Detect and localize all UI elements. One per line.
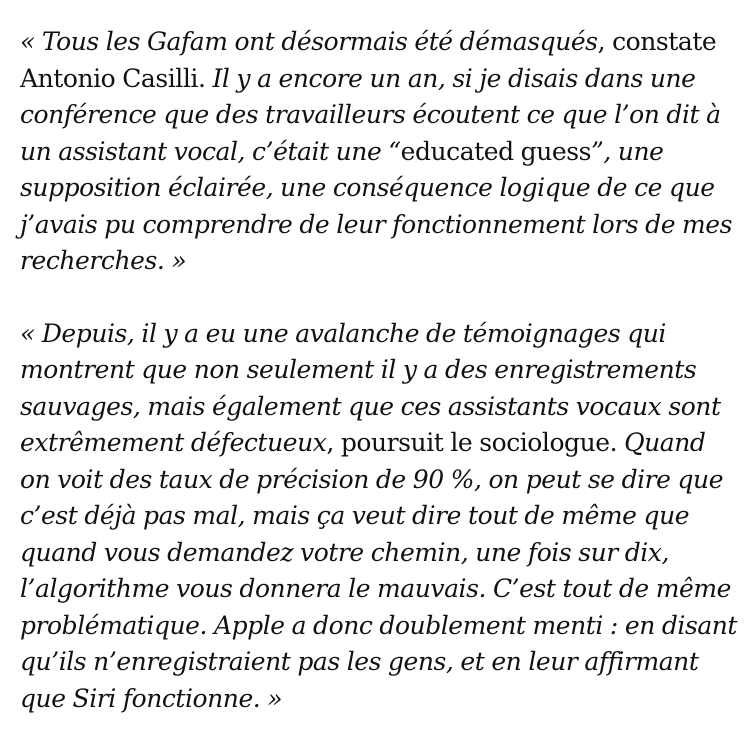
quote-text-italic: ”, une supposition éclairée, une conséquence logique de ce que j’avais pu comprendre de leur fonctionnement lors de mes recherches. » [20, 136, 733, 275]
quote-paragraph-2 [20, 316, 740, 718]
quote-text-italic: Il y a encore un an, si je disais dans une conférence que des travailleurs écoutent ce que l’on dit à un assistant vocal, c’était une “ [20, 63, 721, 166]
quote-text-italic: Quand on voit des taux de précision de 90 %, on peut se dire que c’est déjà pas mal, mais ça veut dire tout de même que quand vous demandez votre chemin, une fois sur dix, l’algorithme vous donnera le mauvais. C’est tout de même problématique. Apple a donc doublement menti : en disant qu’ils n’enregistraient pas les gens, et en leur affirmant que Siri fonctionne. » [20, 428, 738, 713]
attribution-text: , poursuit le sociologue. [326, 428, 625, 457]
quote-text-italic: « Depuis, il y a eu une avalanche de témoignages qui montrent que non seulement il y a des enregistrements sauvages, mais également que ces assistants vocaux sont extrêmement défectueux [20, 318, 721, 457]
english-term-text: educated guess [400, 136, 591, 166]
attribution-text: , constate Antonio Casilli. [20, 27, 717, 93]
quote-text-italic: « Tous les Gafam ont désormais été démasqués [20, 27, 598, 56]
quote-paragraph-1 [20, 24, 740, 280]
